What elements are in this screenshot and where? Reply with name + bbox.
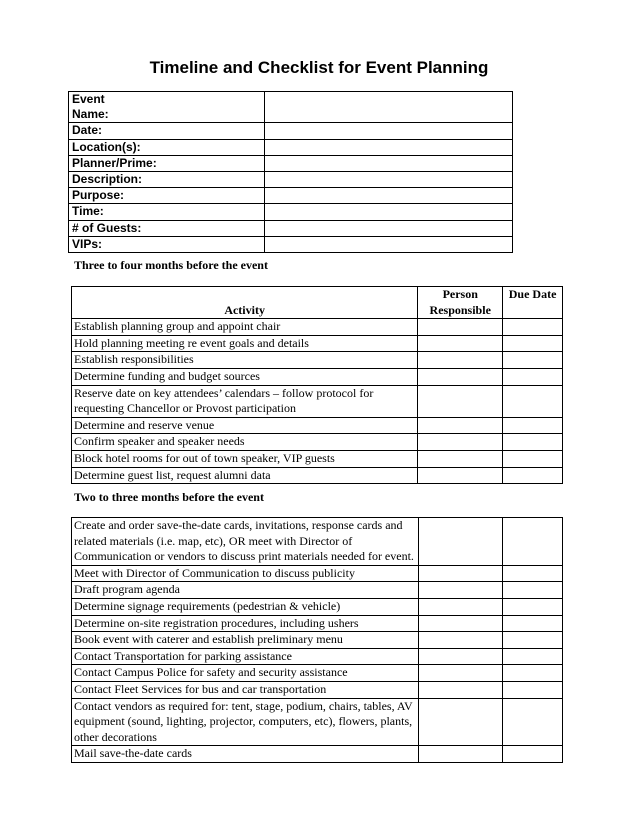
- activity-cell: Book event with caterer and establish preliminary menu: [72, 632, 419, 649]
- activity-cell: Reserve date on key attendees’ calendars – follow protocol for requesting Chancellor or Provost participation: [72, 385, 418, 417]
- event-info-label: Location(s):: [69, 139, 265, 155]
- checklist-row: [72, 335, 563, 352]
- checklist-row: [72, 417, 563, 434]
- event-info-row: [69, 204, 513, 220]
- activity-cell: Determine guest list, request alumni data: [72, 467, 418, 484]
- person-responsible-column-header: Person Responsible: [418, 287, 503, 319]
- activity-cell: Contact Fleet Services for bus and car transportation: [72, 681, 419, 698]
- event-info-table: [68, 91, 513, 253]
- event-info-label: VIPs:: [69, 236, 265, 252]
- activity-cell: Contact Transportation for parking assistance: [72, 648, 419, 665]
- person-responsible-cell[interactable]: [418, 665, 503, 682]
- person-responsible-cell[interactable]: [418, 434, 503, 451]
- activity-cell: Hold planning meeting re event goals and details: [72, 335, 418, 352]
- checklist-table-three-to-four-months: [71, 286, 563, 484]
- activity-cell: Establish planning group and appoint chair: [72, 319, 418, 336]
- activity-cell: Contact vendors as required for: tent, stage, podium, chairs, tables, AV equipment (sound, lighting, projector, computers, etc), flowers, plants, other decorations: [72, 698, 419, 746]
- due-date-cell[interactable]: [503, 368, 563, 385]
- event-info-value-field[interactable]: [265, 236, 513, 252]
- activity-cell: Mail save-the-date cards: [72, 746, 419, 763]
- event-info-label: # of Guests:: [69, 220, 265, 236]
- checklist-row: [72, 746, 563, 763]
- person-responsible-cell[interactable]: [418, 598, 503, 615]
- checklist-row: [72, 565, 563, 582]
- event-info-value-field[interactable]: [265, 123, 513, 139]
- checklist-row: [72, 582, 563, 599]
- activity-cell: Determine on-site registration procedures, including ushers: [72, 615, 419, 632]
- due-date-cell[interactable]: [503, 434, 563, 451]
- checklist-row: [72, 665, 563, 682]
- checklist-row: [72, 681, 563, 698]
- checklist-row: [72, 385, 563, 417]
- event-info-row: [69, 92, 513, 123]
- activity-cell: Contact Campus Police for safety and security assistance: [72, 665, 419, 682]
- section-heading-two-to-three-months: Two to three months before the event: [74, 490, 264, 504]
- event-info-value-field[interactable]: [265, 204, 513, 220]
- table-header-row: [72, 287, 563, 319]
- checklist-row: [72, 467, 563, 484]
- activity-column-header: Activity: [72, 287, 418, 319]
- person-responsible-cell[interactable]: [418, 648, 503, 665]
- activity-cell: Determine signage requirements (pedestrian & vehicle): [72, 598, 419, 615]
- event-info-row: [69, 155, 513, 171]
- event-info-label: Description:: [69, 172, 265, 188]
- event-info-value-field[interactable]: [265, 155, 513, 171]
- due-date-cell[interactable]: [503, 352, 563, 369]
- event-info-row: [69, 172, 513, 188]
- event-info-value-field[interactable]: [265, 172, 513, 188]
- person-responsible-cell[interactable]: [418, 467, 503, 484]
- checklist-row: [72, 319, 563, 336]
- activity-cell: Create and order save-the-date cards, invitations, response cards and related materials (i.e. map, etc), OR meet with Director of Communication or vendors to discuss print materials needed for event.: [72, 518, 419, 566]
- checklist-row: [72, 434, 563, 451]
- person-responsible-cell[interactable]: [418, 518, 503, 566]
- checklist-row: [72, 632, 563, 649]
- activity-cell: Block hotel rooms for out of town speaker, VIP guests: [72, 450, 418, 467]
- checklist-row: [72, 648, 563, 665]
- event-info-value-field[interactable]: [265, 220, 513, 236]
- person-responsible-cell[interactable]: [418, 632, 503, 649]
- checklist-row: [72, 518, 563, 566]
- event-info-value-field[interactable]: [265, 92, 513, 123]
- checklist-row: [72, 698, 563, 746]
- activity-cell: Determine and reserve venue: [72, 417, 418, 434]
- page-title: Timeline and Checklist for Event Planning: [149, 58, 489, 77]
- due-date-cell[interactable]: [503, 467, 563, 484]
- due-date-cell[interactable]: [503, 648, 563, 665]
- section-heading-three-to-four-months: Three to four months before the event: [74, 258, 268, 272]
- person-responsible-cell[interactable]: [418, 582, 503, 599]
- event-info-row: [69, 139, 513, 155]
- due-date-cell[interactable]: [503, 565, 563, 582]
- checklist-row: [72, 598, 563, 615]
- person-responsible-cell[interactable]: [418, 450, 503, 467]
- due-date-cell[interactable]: [503, 681, 563, 698]
- activity-cell: Determine funding and budget sources: [72, 368, 418, 385]
- due-date-cell[interactable]: [503, 665, 563, 682]
- checklist-table-two-to-three-months: [71, 517, 563, 763]
- due-date-cell[interactable]: [503, 385, 563, 417]
- checklist-row: [72, 615, 563, 632]
- due-date-cell[interactable]: [503, 417, 563, 434]
- due-date-cell[interactable]: [503, 615, 563, 632]
- event-info-label: Date:: [69, 123, 265, 139]
- event-info-row: [69, 220, 513, 236]
- event-info-label: Time:: [69, 204, 265, 220]
- event-info-label: Planner/Prime:: [69, 155, 265, 171]
- person-responsible-cell[interactable]: [418, 368, 503, 385]
- activity-cell: Draft program agenda: [72, 582, 419, 599]
- due-date-cell[interactable]: [503, 319, 563, 336]
- due-date-cell[interactable]: [503, 746, 563, 763]
- event-info-row: [69, 123, 513, 139]
- event-info-row: [69, 236, 513, 252]
- due-date-cell[interactable]: [503, 450, 563, 467]
- person-responsible-cell[interactable]: [418, 681, 503, 698]
- due-date-column-header: Due Date: [503, 287, 563, 319]
- person-responsible-cell[interactable]: [418, 615, 503, 632]
- event-info-label: Event Name:: [69, 92, 265, 123]
- person-responsible-cell[interactable]: [418, 385, 503, 417]
- checklist-row: [72, 368, 563, 385]
- due-date-cell[interactable]: [503, 698, 563, 746]
- activity-cell: Meet with Director of Communication to discuss publicity: [72, 565, 419, 582]
- person-responsible-cell[interactable]: [418, 319, 503, 336]
- person-responsible-cell[interactable]: [418, 565, 503, 582]
- person-responsible-cell[interactable]: [418, 417, 503, 434]
- due-date-cell[interactable]: [503, 632, 563, 649]
- person-responsible-cell[interactable]: [418, 698, 503, 746]
- checklist-row: [72, 450, 563, 467]
- event-info-row: [69, 188, 513, 204]
- checklist-row: [72, 352, 563, 369]
- due-date-cell[interactable]: [503, 582, 563, 599]
- person-responsible-cell[interactable]: [418, 352, 503, 369]
- person-responsible-cell[interactable]: [418, 335, 503, 352]
- event-info-label: Purpose:: [69, 188, 265, 204]
- event-info-value-field[interactable]: [265, 188, 513, 204]
- person-responsible-cell[interactable]: [418, 746, 503, 763]
- due-date-cell[interactable]: [503, 518, 563, 566]
- due-date-cell[interactable]: [503, 598, 563, 615]
- due-date-cell[interactable]: [503, 335, 563, 352]
- event-info-value-field[interactable]: [265, 139, 513, 155]
- activity-cell: Confirm speaker and speaker needs: [72, 434, 418, 451]
- activity-cell: Establish responsibilities: [72, 352, 418, 369]
